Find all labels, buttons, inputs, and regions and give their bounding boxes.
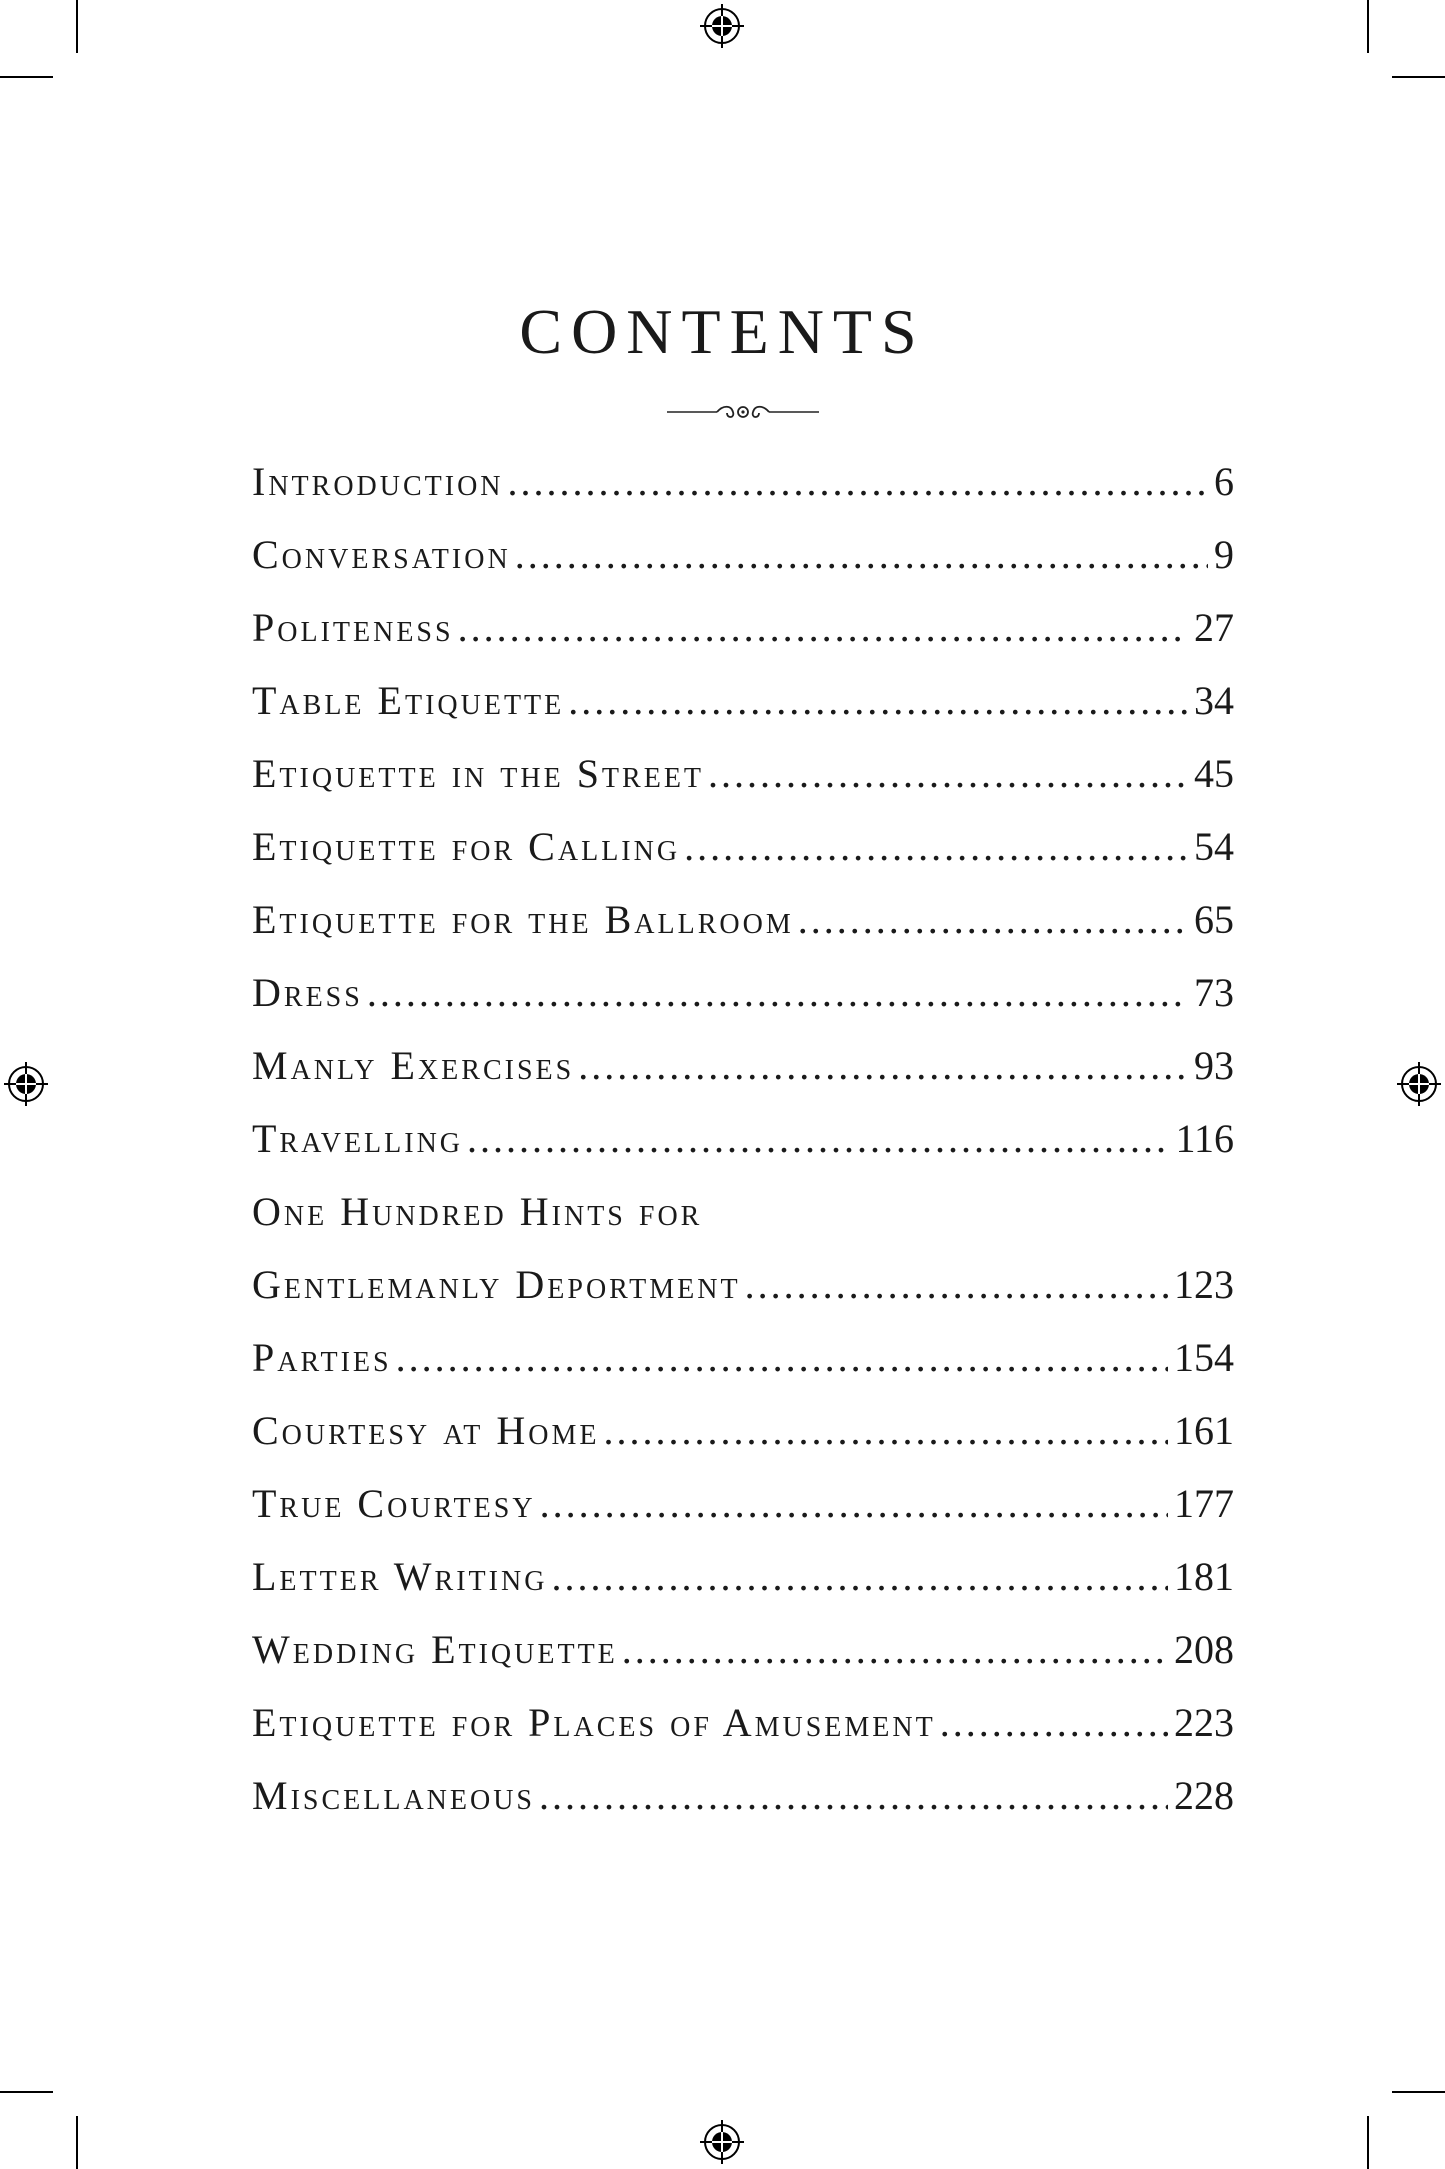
toc-entry bbox=[252, 750, 1234, 823]
toc-entry-page: 161 bbox=[1174, 1408, 1234, 1453]
toc-entry-title: Etiquette in the Street bbox=[252, 751, 705, 796]
dot-leader bbox=[540, 1480, 1168, 1527]
toc-entry-title: Etiquette for the Ballroom bbox=[252, 897, 794, 942]
toc-entry-page: 65 bbox=[1194, 897, 1234, 942]
toc-entry-title: Introduction bbox=[252, 459, 504, 504]
toc-entry bbox=[252, 531, 1234, 604]
toc-entry-page: 181 bbox=[1174, 1554, 1234, 1599]
toc-entry-page: 177 bbox=[1174, 1481, 1234, 1526]
toc-entry-title: Dress bbox=[252, 970, 363, 1015]
dot-leader bbox=[551, 1553, 1168, 1600]
toc-entry-title: Etiquette for Places of Amusement bbox=[252, 1700, 936, 1745]
dot-leader bbox=[508, 458, 1208, 505]
toc-entry-title: Travelling bbox=[252, 1116, 464, 1161]
toc-entry bbox=[252, 1480, 1234, 1553]
toc-entry-title: Conversation bbox=[252, 532, 511, 577]
dot-leader bbox=[367, 969, 1188, 1016]
toc-entry-page: 223 bbox=[1174, 1700, 1234, 1745]
dot-leader bbox=[708, 750, 1188, 797]
toc-entry-title: One Hundred Hints for bbox=[252, 1189, 703, 1234]
dot-leader bbox=[603, 1407, 1168, 1454]
registration-mark-icon bbox=[1397, 1062, 1441, 1106]
dot-leader bbox=[568, 677, 1188, 724]
crop-mark-top-left bbox=[76, 0, 78, 53]
toc-entry-page: 154 bbox=[1174, 1335, 1234, 1380]
toc-entry bbox=[252, 458, 1234, 531]
toc-entry bbox=[252, 677, 1234, 750]
dot-leader bbox=[539, 1772, 1168, 1819]
toc-entry-title: Etiquette for Calling bbox=[252, 824, 681, 869]
toc-entry-page: 54 bbox=[1194, 824, 1234, 869]
crop-mark-top-right-h bbox=[1392, 76, 1445, 78]
toc-entry-title: Manly Exercises bbox=[252, 1043, 575, 1088]
toc-entry bbox=[252, 604, 1234, 677]
toc-entry bbox=[252, 1188, 1234, 1261]
dot-leader bbox=[940, 1699, 1168, 1746]
toc-entry-page: 116 bbox=[1175, 1116, 1234, 1161]
toc-entry-page: 73 bbox=[1194, 970, 1234, 1015]
toc-entry bbox=[252, 823, 1234, 896]
toc-entry-page: 45 bbox=[1194, 751, 1234, 796]
toc-entry bbox=[252, 1042, 1234, 1115]
crop-mark-top-left-h bbox=[0, 76, 53, 78]
toc-entry-title: Parties bbox=[252, 1335, 392, 1380]
toc-entry bbox=[252, 1407, 1234, 1480]
toc-entry-page: 6 bbox=[1214, 459, 1234, 504]
crop-mark-top-right bbox=[1367, 0, 1369, 53]
toc-entry-page: 123 bbox=[1174, 1262, 1234, 1307]
toc-entry-page: 9 bbox=[1214, 532, 1234, 577]
registration-mark-icon bbox=[700, 2120, 744, 2164]
toc-entry bbox=[252, 1626, 1234, 1699]
toc-entry-title: True Courtesy bbox=[252, 1481, 536, 1526]
toc-entry-page: 228 bbox=[1174, 1773, 1234, 1818]
toc-entry-page: 93 bbox=[1194, 1043, 1234, 1088]
dot-leader bbox=[515, 531, 1208, 578]
dot-leader bbox=[622, 1626, 1168, 1673]
toc-entry-title: Table Etiquette bbox=[252, 678, 565, 723]
toc-entry bbox=[252, 896, 1234, 969]
toc-entry-page: 208 bbox=[1174, 1627, 1234, 1672]
toc-entry-title: Letter Writing bbox=[252, 1554, 548, 1599]
toc-entry bbox=[252, 1772, 1234, 1845]
toc-entry bbox=[252, 969, 1234, 1042]
toc-entry bbox=[252, 1334, 1234, 1407]
toc-entry-title: Miscellaneous bbox=[252, 1773, 536, 1818]
crop-mark-bottom-right-h bbox=[1392, 2091, 1445, 2093]
dot-leader bbox=[396, 1334, 1168, 1381]
toc-entry-page: 34 bbox=[1194, 678, 1234, 723]
page-title: CONTENTS bbox=[519, 296, 926, 367]
registration-mark-icon bbox=[700, 4, 744, 48]
crop-mark-bottom-right bbox=[1367, 2116, 1369, 2169]
toc-entry-title: Politeness bbox=[252, 605, 454, 650]
dot-leader bbox=[798, 896, 1188, 943]
dot-leader bbox=[467, 1115, 1169, 1162]
table-of-contents bbox=[252, 458, 1234, 1845]
dot-leader bbox=[745, 1261, 1168, 1308]
toc-entry-page: 27 bbox=[1194, 605, 1234, 650]
dot-leader bbox=[458, 604, 1188, 651]
toc-entry-title: Courtesy at Home bbox=[252, 1408, 600, 1453]
toc-entry bbox=[252, 1553, 1234, 1626]
dot-leader bbox=[578, 1042, 1188, 1089]
registration-mark-icon bbox=[4, 1062, 48, 1106]
toc-entry-title: Gentlemanly Deportment bbox=[252, 1262, 741, 1307]
toc-entry bbox=[252, 1699, 1234, 1772]
flourish-icon bbox=[667, 400, 819, 424]
crop-mark-bottom-left bbox=[76, 2116, 78, 2169]
toc-entry-title: Wedding Etiquette bbox=[252, 1627, 618, 1672]
crop-mark-bottom-left-h bbox=[0, 2091, 53, 2093]
dot-leader bbox=[684, 823, 1188, 870]
toc-entry bbox=[252, 1115, 1234, 1188]
toc-entry bbox=[252, 1261, 1234, 1334]
